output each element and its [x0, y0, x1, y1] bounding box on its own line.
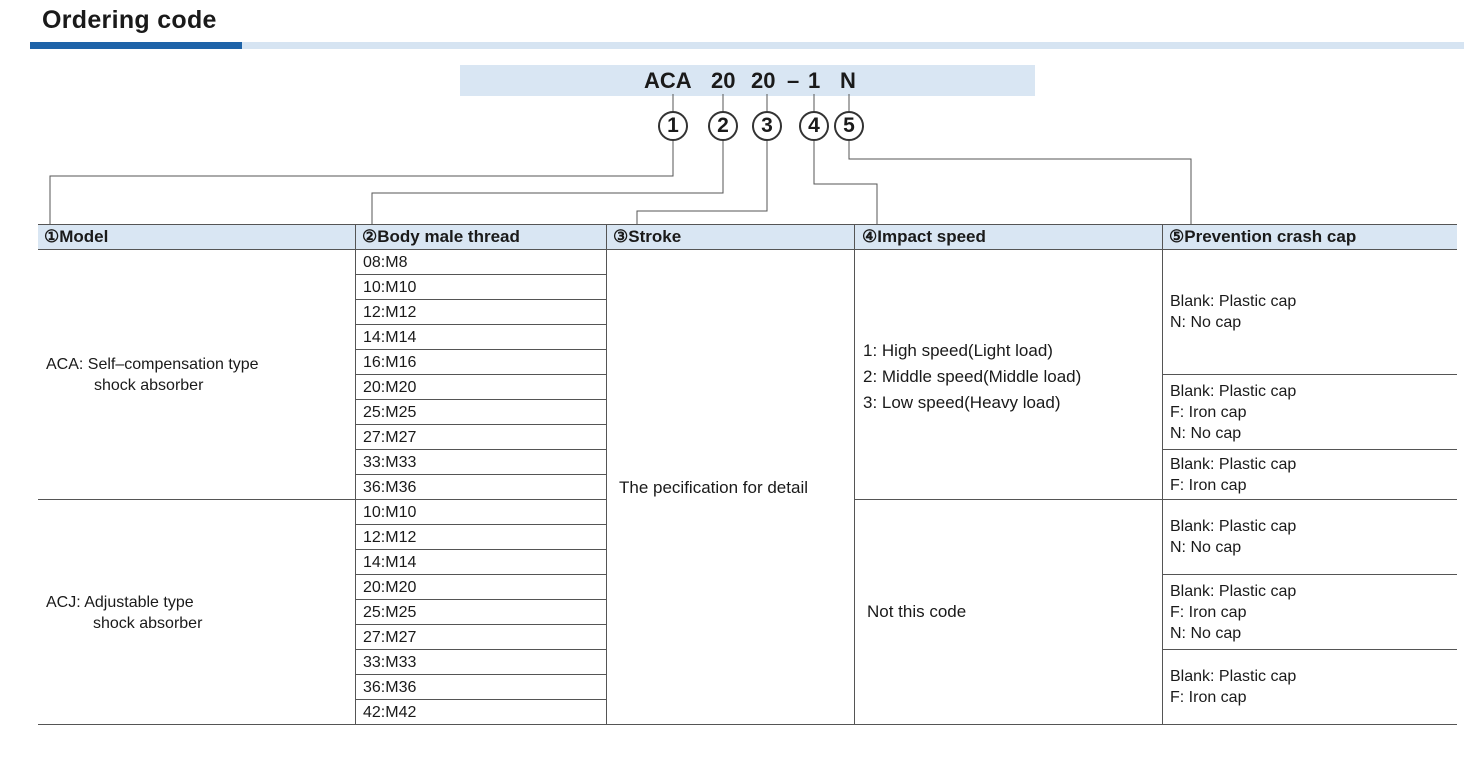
thread-item: 25:M25 [363, 404, 417, 421]
cap-group: Blank: Plastic cap N: No cap [1170, 518, 1297, 556]
col-divider-2 [606, 224, 607, 724]
thread-item: 16:M16 [363, 354, 417, 371]
header-model: ①Model [44, 227, 109, 246]
header-speed: ④Impact speed [862, 227, 986, 246]
code-stroke: 20 [751, 68, 776, 93]
thread-item: 12:M12 [363, 529, 417, 546]
marker-5: 5 [834, 111, 864, 141]
speed-options: 1: High speed(Light load) 2: Middle speed(Middle load) 3: Low speed(Heavy load) [863, 341, 1082, 412]
thread-item: 27:M27 [363, 429, 417, 446]
marker-1: 1 [658, 111, 688, 141]
thread-item: 14:M14 [363, 554, 417, 571]
thread-item: 36:M36 [363, 679, 417, 696]
thread-item: 12:M12 [363, 304, 417, 321]
speed-acj-text: Not this code [867, 602, 967, 621]
thread-item: 36:M36 [363, 479, 417, 496]
thread-item: 10:M10 [363, 279, 417, 296]
thread-item: 10:M10 [363, 504, 417, 521]
code-speed: 1 [808, 68, 821, 93]
speed-divider [854, 499, 1457, 500]
marker-4: 4 [799, 111, 829, 141]
model-divider [38, 499, 606, 500]
cap-group: Blank: Plastic cap F: Iron cap N: No cap [1170, 383, 1297, 442]
thread-item: 14:M14 [363, 329, 417, 346]
stroke-text: The pecification for detail [619, 478, 808, 497]
cap-group: Blank: Plastic cap F: Iron cap [1170, 456, 1297, 494]
col-divider-3 [854, 224, 855, 724]
thread-item: 20:M20 [363, 579, 417, 596]
thread-item: 33:M33 [363, 654, 417, 671]
header-cap: ⑤Prevention crash cap [1169, 227, 1357, 246]
model-aca: ACA: Self–compensation type shock absorber [46, 356, 259, 394]
table-header-border [38, 249, 1457, 250]
thread-item: 08:M8 [363, 254, 408, 271]
code-dash: – [787, 68, 800, 93]
code-thread: 20 [711, 68, 736, 93]
thread-item: 25:M25 [363, 604, 417, 621]
code-model: ACA [644, 68, 692, 93]
thread-item: 27:M27 [363, 629, 417, 646]
cap-group: Blank: Plastic cap N: No cap [1170, 293, 1297, 331]
marker-2: 2 [708, 111, 738, 141]
code-cap: N [840, 68, 856, 93]
marker-3: 3 [752, 111, 782, 141]
cap-group: Blank: Plastic cap F: Iron cap [1170, 668, 1297, 706]
cap-group: Blank: Plastic cap F: Iron cap N: No cap [1170, 583, 1297, 642]
model-acj: ACJ: Adjustable type shock absorber [46, 594, 203, 632]
header-stroke: ③Stroke [613, 227, 682, 246]
thread-item: 33:M33 [363, 454, 417, 471]
page-title: Ordering code [42, 6, 217, 34]
thread-item: 42:M42 [363, 704, 417, 721]
table-top-border [38, 224, 1457, 225]
thread-item: 20:M20 [363, 379, 417, 396]
header-thread: ②Body male thread [362, 227, 520, 246]
table-bottom-border [38, 724, 1457, 725]
